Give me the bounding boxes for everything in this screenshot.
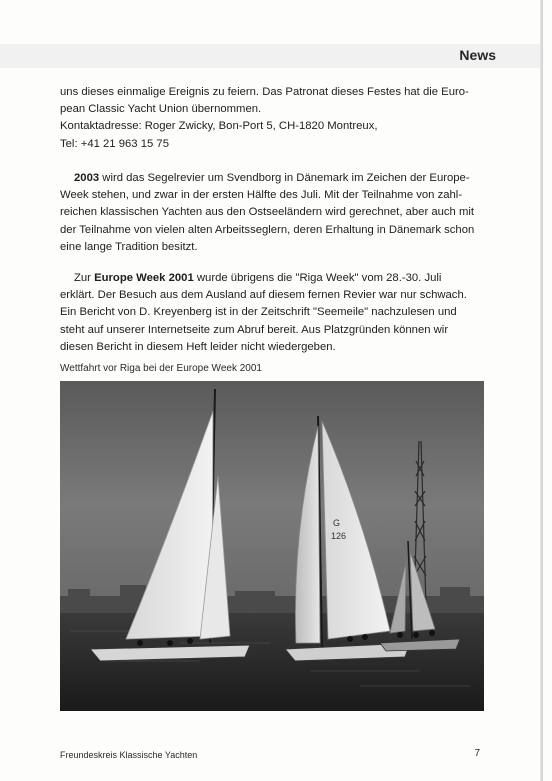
paragraph-line: Kontaktadresse: Roger Zwicky, Bon-Port 5, CH-1820 Montreux, (60, 120, 378, 133)
paragraph-1 (60, 84, 484, 153)
paragraph-line: reichen klassischen Yachten aus den Ostseeländern wird gerechnet, aber auch mit (60, 206, 475, 219)
paragraph-line (60, 270, 484, 287)
paragraph-line: pean Classic Yacht Union übernommen. (60, 103, 262, 116)
paragraph-line: der Teilnahme von vielen alten Arbeitsseglern, deren Erhaltung in Dänemark schon (60, 223, 475, 236)
sky (60, 381, 484, 606)
paragraph-line: diesen Bericht in diesem Heft leider nicht wiedergeben. (60, 340, 336, 353)
paragraph-line: Ein Bericht von D. Kreyenberg ist in der Zeitschrift "Seemeile" nachzulesen und (60, 306, 457, 319)
paragraph-lead: Zur (74, 272, 95, 284)
photo-caption: Wettfahrt vor Riga bei der Europe Week 2001 (60, 363, 262, 374)
paragraph-line: Tel: +41 21 963 15 75 (60, 137, 169, 150)
page-edge (540, 0, 543, 781)
bold-event-name: Europe Week 2001 (94, 272, 194, 284)
paragraph-line: Week stehen, und zwar in der ersten Hälfte des Juli. Mit der Teilnahme von zahl- (60, 189, 463, 202)
paragraph-line-text: wird das Segelrevier um Svendborg in Dänemark im Zeichen der Europe- (99, 172, 470, 184)
paragraph-line: uns dieses einmalige Ereignis zu feiern. Das Patronat dieses Festes hat die Euro- (60, 86, 469, 98)
paragraph-line: steht auf unserer Internetseite zum Abruf bereit. Aus Platzgründen können wir (60, 323, 449, 336)
regatta-photo (60, 381, 484, 711)
bold-year: 2003 (74, 172, 100, 184)
sail-number-letter: G (333, 518, 341, 528)
section-title: News (459, 47, 496, 63)
page-number: 7 (474, 748, 480, 759)
paragraph-line-text: wurde übrigens die "Riga Week" vom 28.-30. Juli (193, 272, 442, 284)
paragraph-2 (60, 170, 484, 256)
paragraph-line: erklärt. Der Besuch aus dem Ausland auf diesem fernen Revier war nur schwach. (60, 289, 467, 302)
footer-publisher: Freundeskreis Klassische Yachten (60, 750, 198, 760)
sail-number: 126 (331, 531, 347, 541)
paragraph-3 (60, 270, 484, 356)
regatta-illustration (60, 381, 484, 711)
paragraph-line (60, 170, 484, 187)
paragraph-line: eine lange Tradition besitzt. (60, 240, 198, 253)
